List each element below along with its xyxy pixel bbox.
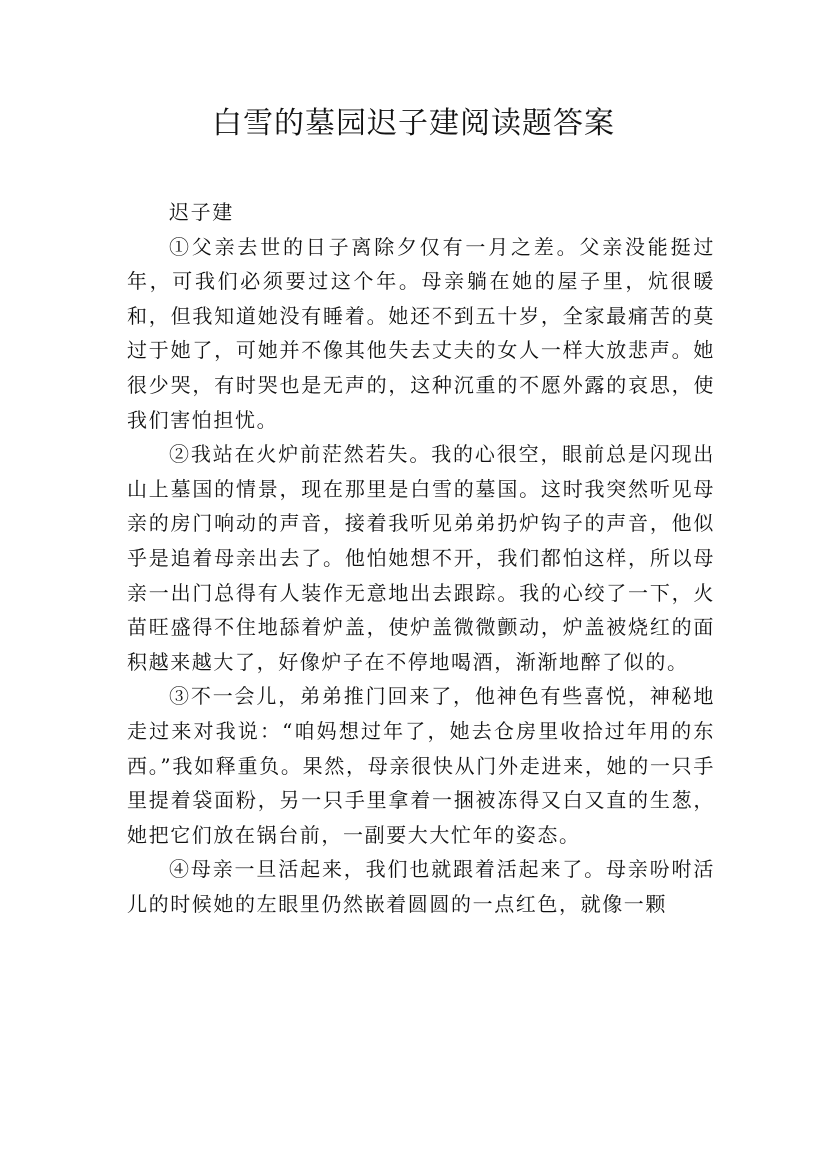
article-body [127,195,715,921]
paragraph-4: ④母亲一旦活起来，我们也就跟着活起来了。母亲吩咐活儿的时候她的左眼里仍然嵌着圆圆的一点红色，就像一颗 [127,857,715,916]
author-line: 迟子建 [169,200,234,224]
document-title: 白雪的墓园迟子建阅读题答案 [212,106,615,141]
paragraph-1: ①父亲去世的日子离除夕仅有一月之差。父亲没能挺过年，可我们必须要过这个年。母亲躺在她的屋子里，炕很暖和，但我知道她没有睡着。她还不到五十岁，全家最痛苦的莫过于她了，可她并不像其他失去丈夫的女人一样大放悲声。她很少哭，有时哭也是无声的，这种沉重的不愿外露的哀思，使我们害怕担忧。 [127,234,715,432]
paragraph-2: ②我站在火炉前茫然若失。我的心很空，眼前总是闪现出山上墓国的情景，现在那里是白雪的墓国。这时我突然听见母亲的房门响动的声音，接着我听见弟弟扔炉钩子的声音，他似乎是追着母亲出去了。他怕她想不开，我们都怕这样，所以母亲一出门总得有人装作无意地出去跟踪。我的心绞了一下，火苗旺盛得不住地舔着炉盖，使炉盖微微颤动，炉盖被烧红的面积越来越大了，好像炉子在不停地喝酒，渐渐地醉了似的。 [127,442,715,674]
paragraph-3: ③不一会儿，弟弟推门回来了，他神色有些喜悦，神秘地走过来对我说：“咱妈想过年了，她去仓房里收拾过年用的东西。”我如释重负。果然，母亲很快从门外走进来，她的一只手里提着袋面粉，另一只手里拿着一捆被冻得又白又直的生葱，她把它们放在锅台前，一副要大大忙年的姿态。 [127,684,715,847]
